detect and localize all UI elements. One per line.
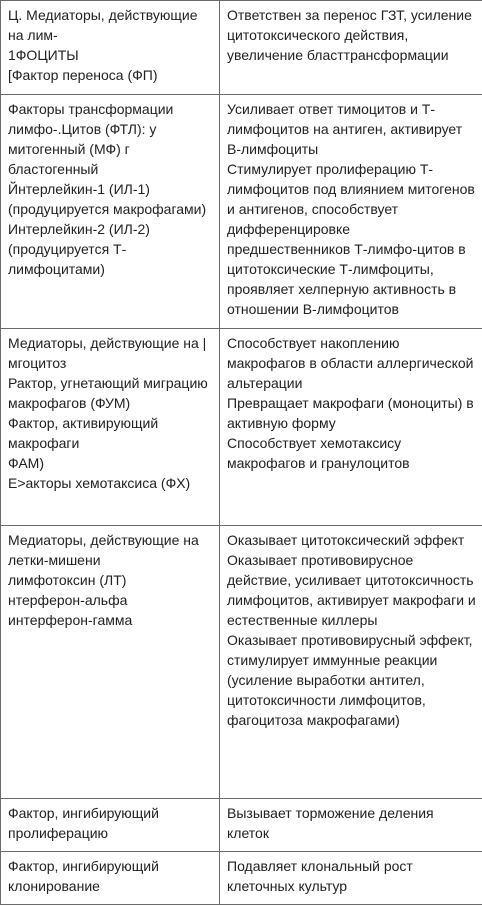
effect-cell: Подавляет клональный рост клеточных культур [220,852,482,905]
table-row [1,799,482,852]
effect-cell: Ответствен за перенос ГЗТ, усиление цитотоксического действия, увеличение бласттрансформации [220,1,482,95]
mediator-cell: Ц. Медиаторы, действующие на лим- 1ФОЦИТЫ [Фактор переноса (ФП) [1,1,220,95]
mediator-cell: Медиаторы, действующие на летки-мишени лимфотоксин (ЛТ) нтерферон-альфа интерферон-гамма [1,526,220,799]
table-row [1,526,482,799]
table-row [1,95,482,329]
mediator-cell: Фактор, ингибирующий пролиферацию [1,799,220,852]
table-row [1,1,482,95]
mediator-cell: Фактор, ингибирующий клонирование [1,852,220,905]
effect-cell: Оказывает цитотоксический эффект Оказывает противовирусное действие, усиливает цитотоксичность лимфоцитов, активирует макрофаги и естественные киллеры Оказывает противовирусный эффект, стимулирует иммунные реакции (усиление выработки антител, цитотоксичности лимфоцитов, фагоцитоза макрофагами) [220,526,482,799]
table-row [1,329,482,526]
effect-cell: Усиливает ответ тимоцитов и Т-лимфоцитов на антиген, активирует В-лимфоциты Стимулирует пролиферацию Т-лимфоцитов под влиянием митогенов и антигенов, способствует дифференцировке предшественников Т-лимфо-цитов в цитотоксические Т-лимфоциты, проявляет хелперную активность в отношении В-лимфоцитов [220,95,482,329]
table-row [1,852,482,905]
effect-cell: Способствует накоплению макрофагов в области аллергической альтерации Превращает макрофаги (моноциты) в активную форму Способствует хемотаксису макрофагов и гранулоцитов [220,329,482,526]
effect-cell: Вызывает торможение деления клеток [220,799,482,852]
mediator-cell: Факторы трансформации лимфо-.Цитов (ФТЛ): у митогенный (МФ) г бластогенный Йнтерлейкин-1 (ИЛ-1) (продуцируется макрофагами) Интерлейкин-2 (ИЛ-2) (продуцируется Т-лимфоцитами) [1,95,220,329]
mediator-cell: Медиаторы, действующие на |мгоцитоз Рактор, угнетающий миграцию макрофагов (ФУМ) Фактор, активирующий макрофаги ФАМ) Е>акторы хемотаксиса (ФХ) [1,329,220,526]
